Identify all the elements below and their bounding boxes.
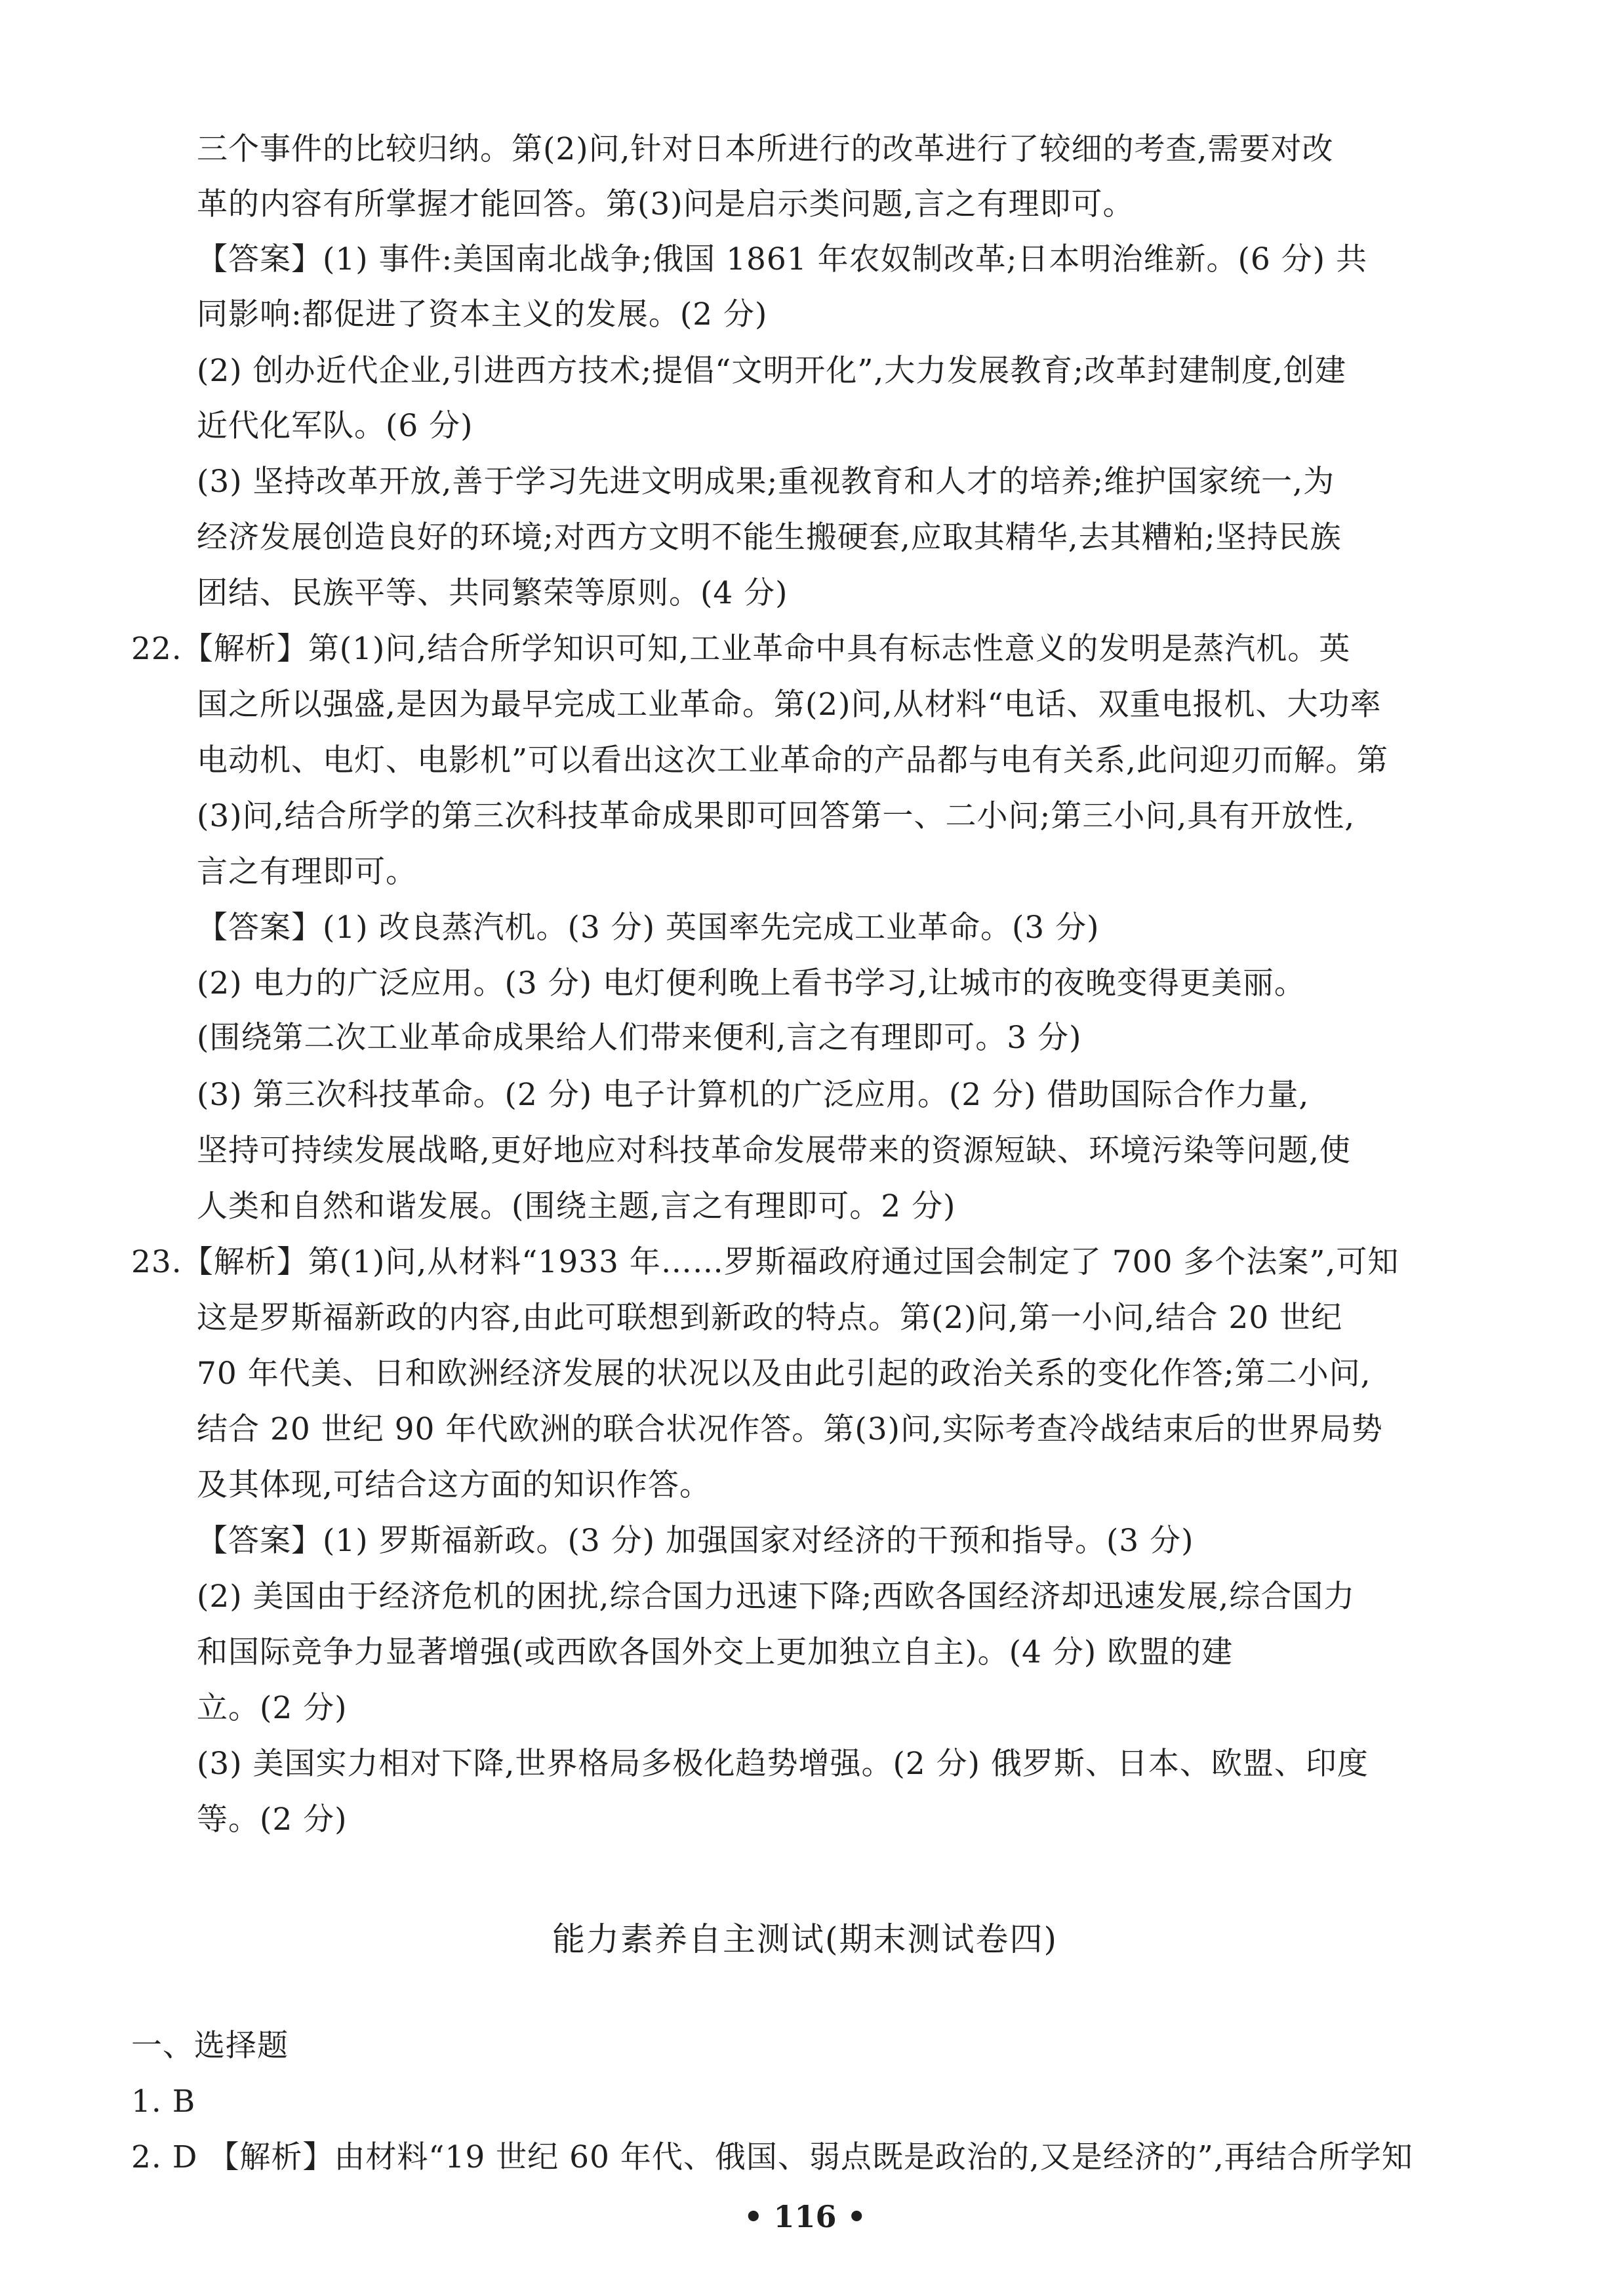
text-line: 三个事件的比较归纳。第(2)问,针对日本所进行的改革进行了较细的考查,需要对改 [197, 131, 1334, 167]
section-title: 能力素养自主测试(期末测试卷四) [552, 1920, 1058, 1958]
text-line: (围绕第二次工业革命成果给人们带来便利,言之有理即可。3 分) [197, 1020, 1082, 1056]
text-line: (2) 美国由于经济危机的困扰,综合国力迅速下降;西欧各国经济却迅速发展,综合国力 [197, 1579, 1356, 1615]
text-line: 结合 20 世纪 90 年代欧洲的联合状况作答。第(3)问,实际考查冷战结束后的世界局势 [197, 1411, 1383, 1447]
text-line: 经济发展创造良好的环境;对西方文明不能生搬硬套,应取其精华,去其糟粕;坚持民族 [197, 519, 1342, 555]
answer-item-2: 2. D 【解析】由材料“19 世纪 60 年代、俄国、弱点既是政治的,又是经济的”,再结合所学知 [131, 2139, 1413, 2175]
text-line: 同影响:都促进了资本主义的发展。(2 分) [197, 296, 768, 332]
question-22-analysis: 22.【解析】第(1)问,结合所学知识可知,工业革命中具有标志性意义的发明是蒸汽机。英 [131, 631, 1351, 667]
part-heading: 一、选择题 [131, 2028, 289, 2064]
question-23-analysis: 23.【解析】第(1)问,从材料“1933 年……罗斯福政府通过国会制定了 700 多个法案”,可知 [131, 1244, 1399, 1280]
text-line: (2) 创办近代企业,引进西方技术;提倡“文明开化”,大力发展教育;改革封建制度,创建 [197, 353, 1347, 389]
text-line: (3) 美国实力相对下降,世界格局多极化趋势增强。(2 分) 俄罗斯、日本、欧盟、印度 [197, 1746, 1369, 1782]
text-line: 人类和自然和谐发展。(围绕主题,言之有理即可。2 分) [197, 1188, 956, 1224]
text-line: 这是罗斯福新政的内容,由此可联想到新政的特点。第(2)问,第一小问,结合 20 世纪 [197, 1300, 1343, 1336]
page-number: • 116 • [744, 2199, 866, 2234]
answer-line: 【答案】(1) 改良蒸汽机。(3 分) 英国率先完成工业革命。(3 分) [197, 910, 1100, 946]
text-line: 近代化军队。(6 分) [197, 408, 473, 444]
text-line: 国之所以强盛,是因为最早完成工业革命。第(2)问,从材料“电话、双重电报机、大功率 [197, 687, 1382, 723]
answer-line: 【答案】(1) 罗斯福新政。(3 分) 加强国家对经济的干预和指导。(3 分) [197, 1523, 1194, 1559]
text-line: 等。(2 分) [197, 1802, 348, 1838]
text-line: (3) 第三次科技革命。(2 分) 电子计算机的广泛应用。(2 分) 借助国际合作力量, [197, 1077, 1310, 1113]
text-line: 和国际竞争力显著增强(或西欧各国外交上更加独立自主)。(4 分) 欧盟的建 [197, 1634, 1234, 1670]
text-line: 70 年代美、日和欧洲经济发展的状况以及由此引起的政治关系的变化作答;第二小问, [197, 1356, 1371, 1392]
text-line: 立。(2 分) [197, 1690, 348, 1726]
text-line: 及其体现,可结合这方面的知识作答。 [197, 1467, 711, 1503]
text-line: 革的内容有所掌握才能回答。第(3)问是启示类问题,言之有理即可。 [197, 186, 1135, 222]
text-line: 言之有理即可。 [197, 854, 417, 890]
text-line: 电动机、电灯、电影机”可以看出这次工业革命的产品都与电有关系,此问迎刃而解。第 [197, 742, 1388, 778]
answer-item-1: 1. B [131, 2084, 196, 2120]
text-line: (3) 坚持改革开放,善于学习先进文明成果;重视教育和人才的培养;维护国家统一,为 [197, 464, 1335, 500]
answer-line: 【答案】(1) 事件:美国南北战争;俄国 1861 年农奴制改革;日本明治维新。(6 分) 共 [197, 241, 1367, 277]
text-line: (2) 电力的广泛应用。(3 分) 电灯便利晚上看书学习,让城市的夜晚变得更美丽。 [197, 965, 1306, 1001]
text-line: (3)问,结合所学的第三次科技革命成果即可回答第一、二小问;第三小问,具有开放性, [197, 798, 1356, 834]
text-line: 团结、民族平等、共同繁荣等原则。(4 分) [197, 575, 788, 611]
text-line: 坚持可持续发展战略,更好地应对科技革命发展带来的资源短缺、环境污染等问题,使 [197, 1133, 1351, 1169]
